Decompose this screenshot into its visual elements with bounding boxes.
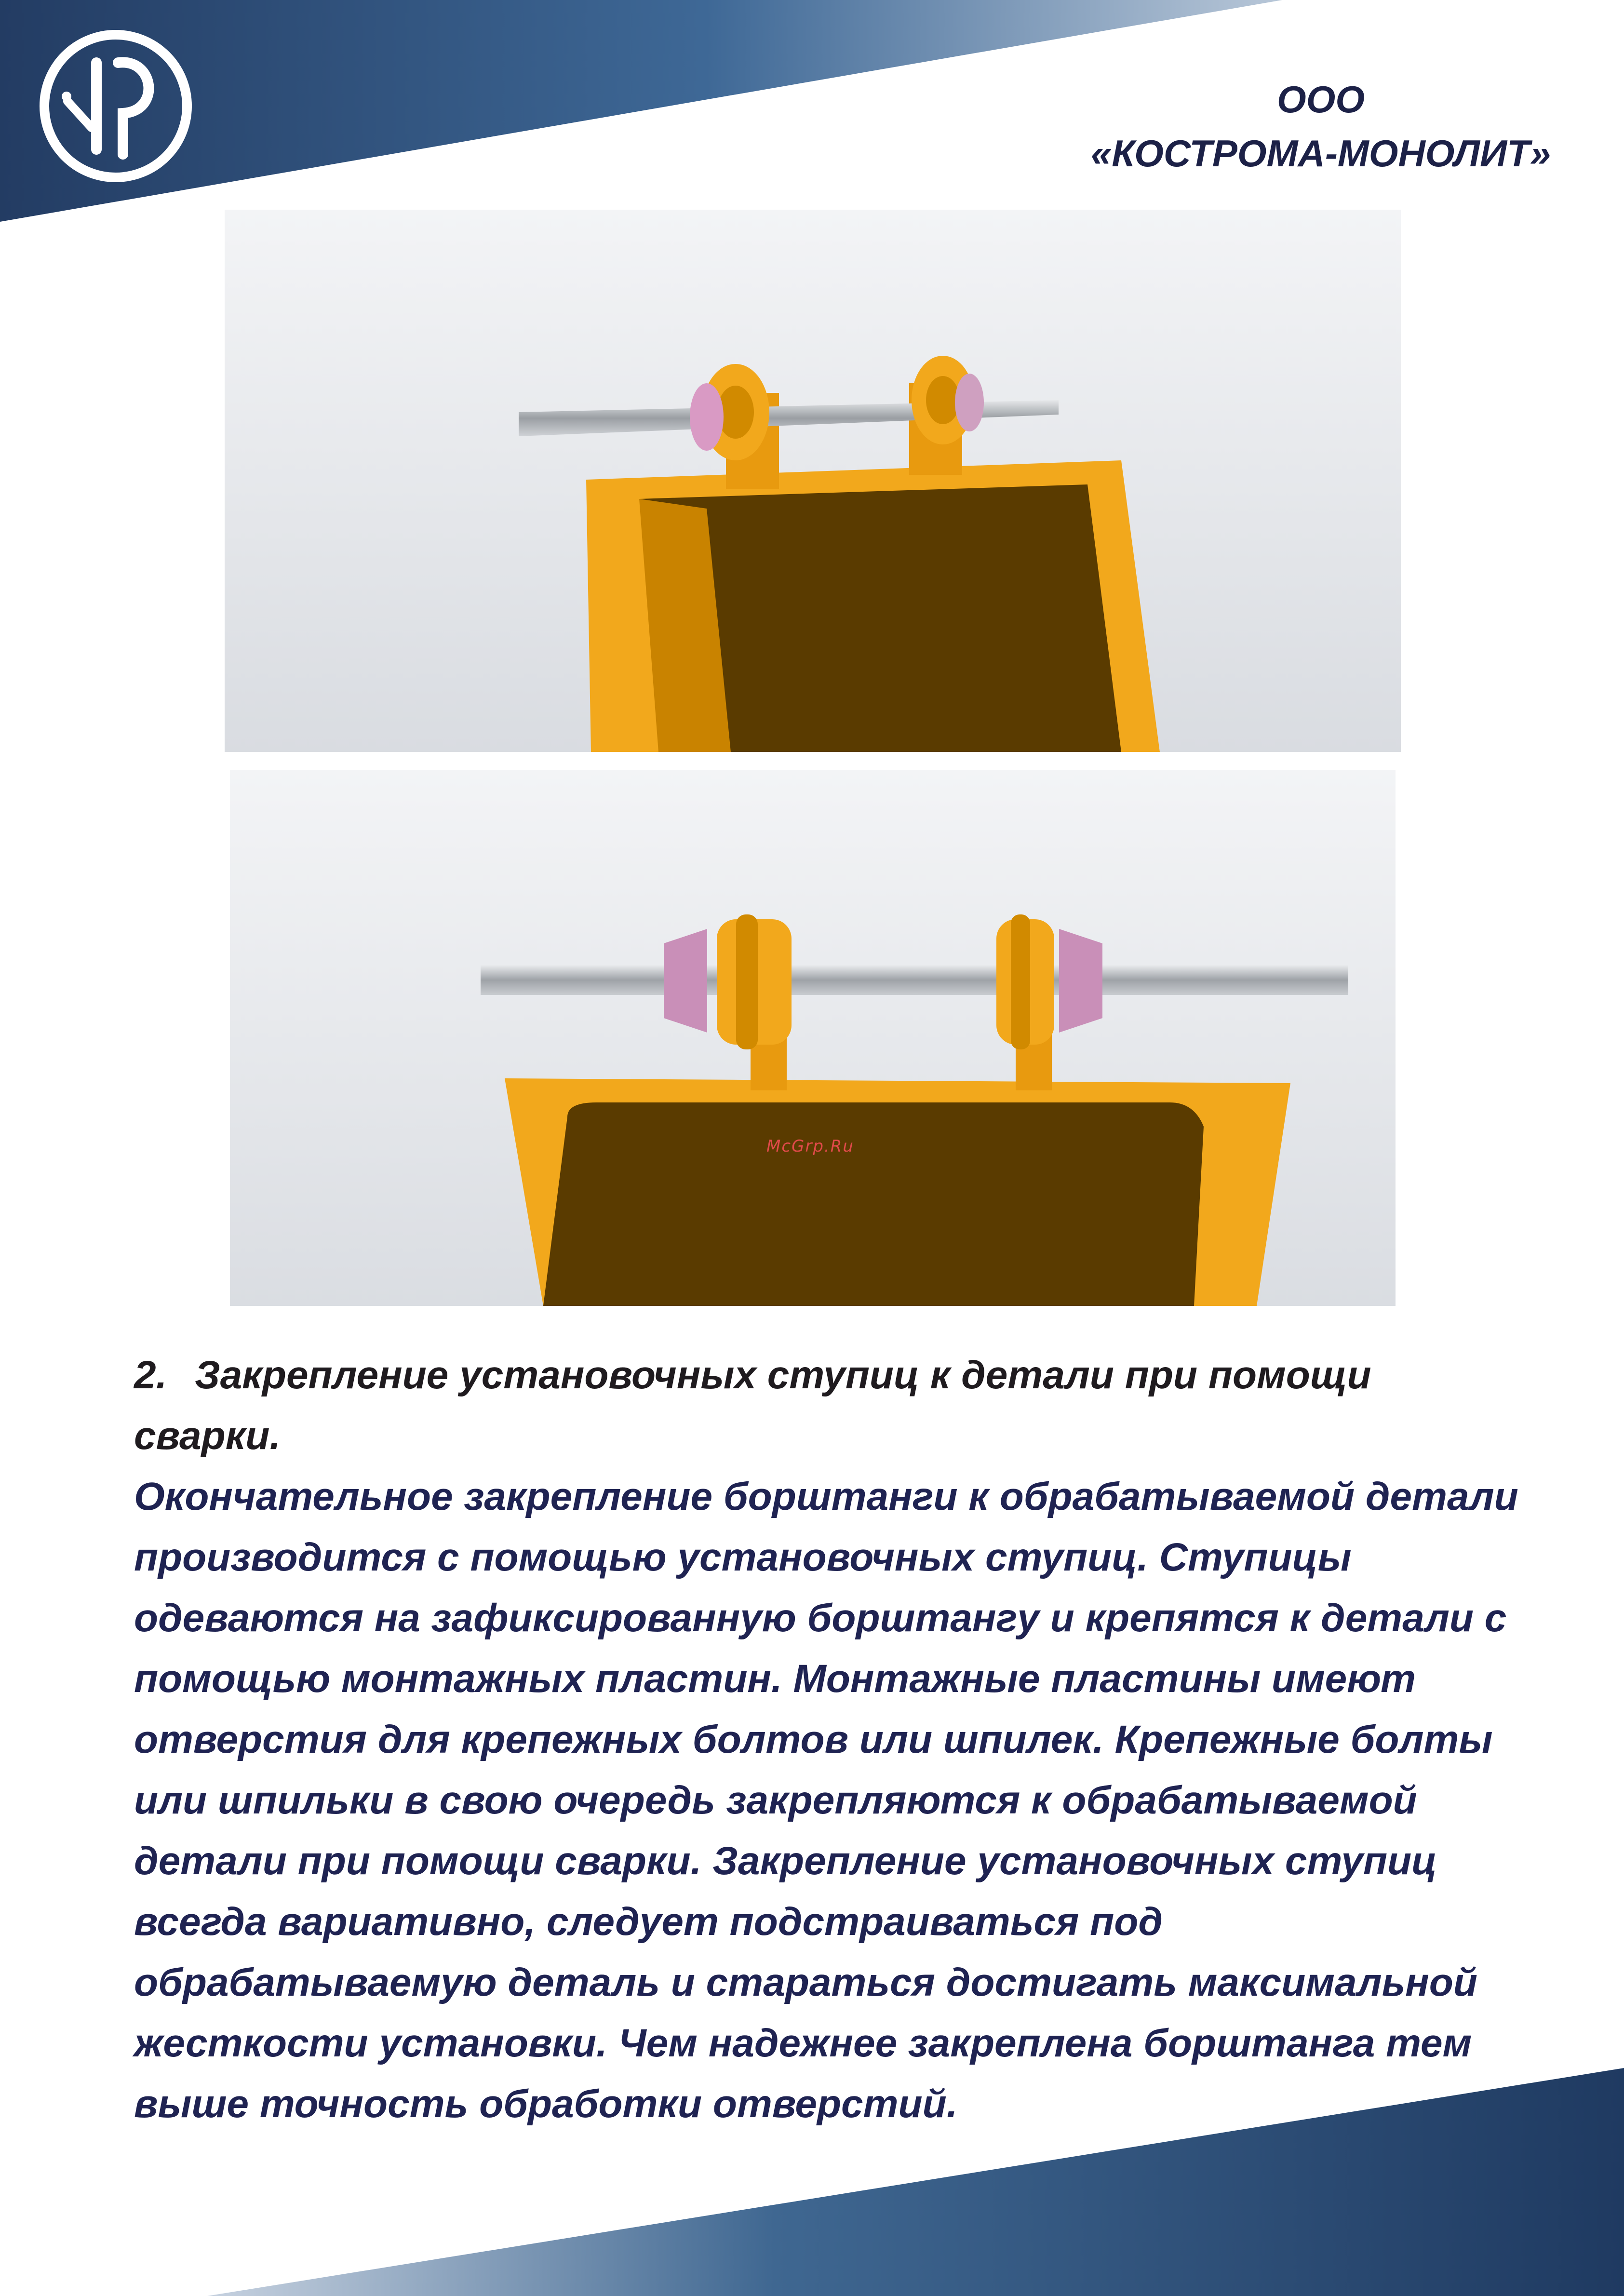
body-line: всегда вариативно, следует подстраиваться под bbox=[134, 1900, 1163, 1944]
body-line: жесткости установки. Чем надежнее закреплена борштанга тем bbox=[134, 2021, 1472, 2065]
watermark: McGrp.Ru bbox=[766, 1137, 854, 1156]
body-line: или шпильки в свою очередь закрепляются к обрабатываемой bbox=[134, 1778, 1417, 1822]
body-line: отверстия для крепежных болтов или шпилек. Крепежные болты bbox=[134, 1718, 1493, 1761]
section-title-line1: Закрепление установочных ступиц к детали при помощи bbox=[195, 1353, 1371, 1397]
company-name bbox=[1036, 72, 1605, 180]
render-top-view bbox=[225, 210, 1401, 752]
body-line: детали при помощи сварки. Закрепление установочных ступиц bbox=[134, 1839, 1437, 1883]
section-body bbox=[134, 1466, 1542, 2135]
render-front-view bbox=[230, 770, 1396, 1306]
body-line: выше точность обработки отверстий. bbox=[134, 2082, 958, 2126]
body-line: одеваются на зафиксированную борштангу и крепятся к детали с bbox=[134, 1596, 1507, 1640]
body-line: Окончательное закрепление борштанги к обрабатываемой детали bbox=[134, 1475, 1518, 1518]
company-name-line2: «КОСТРОМА-МОНОЛИТ» bbox=[1090, 132, 1551, 175]
section-title-line2: сварки. bbox=[134, 1414, 281, 1458]
company-name-line1: ООО bbox=[1276, 78, 1365, 121]
company-logo bbox=[39, 29, 193, 183]
body-line: обрабатываемую деталь и стараться достигать максимальной bbox=[134, 1960, 1477, 2004]
section-number: 2. bbox=[134, 1353, 167, 1397]
body-line: производится с помощью установочных ступиц. Ступицы bbox=[134, 1535, 1352, 1579]
section-content bbox=[134, 1345, 1542, 2135]
section-heading bbox=[134, 1345, 1542, 1466]
body-line: помощью монтажных пластин. Монтажные пластины имеют bbox=[134, 1657, 1416, 1701]
